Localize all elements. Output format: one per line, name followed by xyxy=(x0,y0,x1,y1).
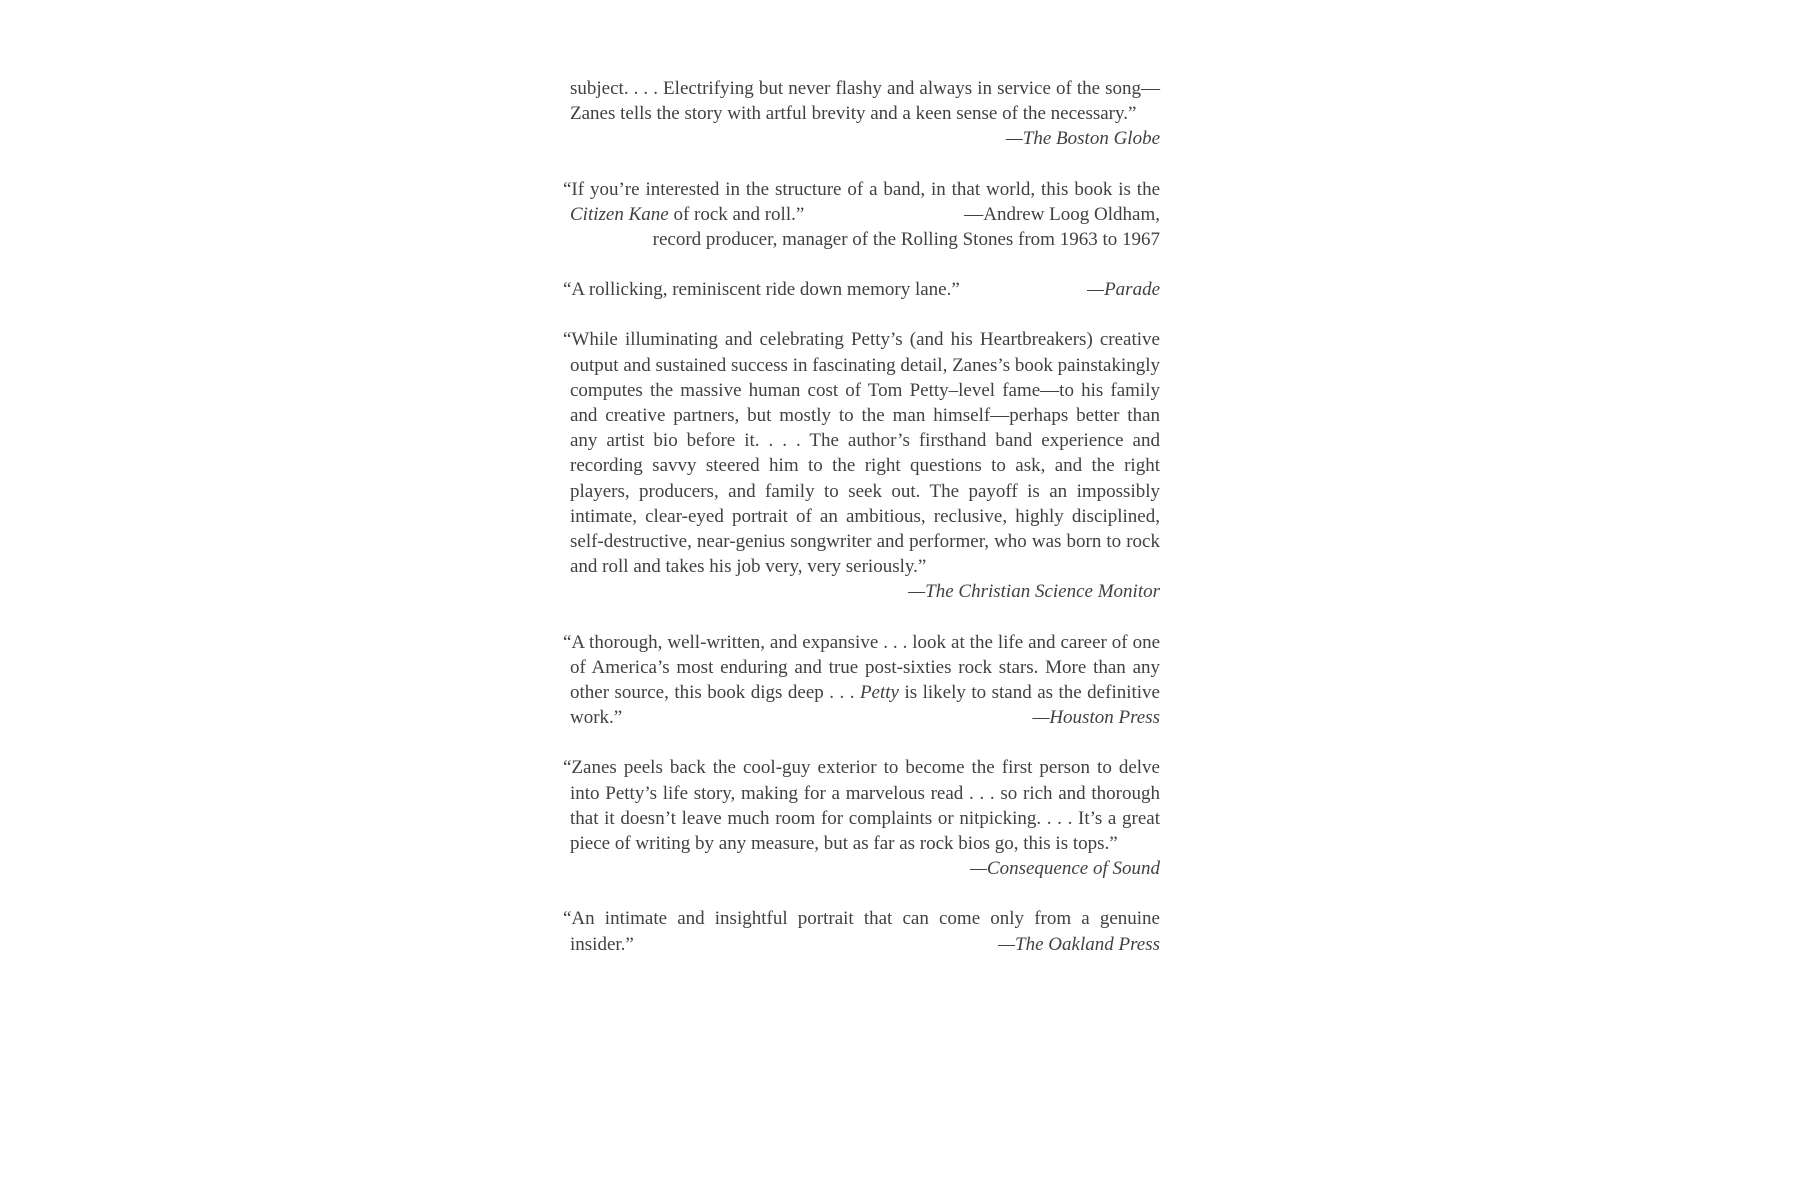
quote-paragraph xyxy=(563,755,1160,881)
quote-paragraph xyxy=(563,277,1160,302)
review-quote xyxy=(563,630,1160,731)
review-quote xyxy=(563,755,1160,881)
attribution-source: —The Boston Globe xyxy=(1005,128,1160,150)
attribution-detail: record producer, manager of the Rolling Stones from 1963 to 1967 xyxy=(652,229,1160,251)
quote-segment: “While illuminating and celebrating Petty’s (and his Heartbreakers) creative output and sustained success in fascinating detail, Zanes’s book painstakingly computes the massive human cost of Tom Petty–level fame—to his family and creative partners, but mostly to the man himself—perhaps better than any artist bio before it. . . . The author’s firsthand band experience and recording savvy steered him to the right questions to ask, and the right players, producers, and family to seek out. The payoff is an impossibly intimate, clear-eyed portrait of an ambitious, reclusive, highly disciplined, self-destructive, near-genius songwriter and performer, who was born to rock and roll and takes his job very, very seriously.” xyxy=(563,329,1160,578)
attribution-source: —Consequence of Sound xyxy=(970,858,1160,880)
attribution-source: —The Christian Science Monitor xyxy=(908,581,1160,603)
quote-segment: “A thorough, well-written, and expansive . . . look at the life and career of one of America’s most enduring and true post-sixties rock stars. More than any other source, this book digs deep . . . xyxy=(563,631,1160,704)
quote-segment: of rock and roll.” xyxy=(668,203,805,225)
quote-paragraph xyxy=(563,630,1160,731)
quote-segment: “Zanes peels back the cool-guy exterior to become the first person to delve into Petty’s life story, making for a marvelous read . . . so rich and thorough that it doesn’t leave much room for complaints or nitpicking. . . . It’s a great piece of writing by any measure, but as far as rock bios go, this is tops.” xyxy=(563,757,1160,855)
quote-segment: “If you’re interested in the structure of a band, in that world, this book is the xyxy=(563,178,1160,200)
quote-segment-italic: Petty xyxy=(859,682,899,704)
review-quote xyxy=(563,327,1160,604)
review-quote xyxy=(563,277,1160,302)
review-quote xyxy=(563,906,1160,956)
quote-paragraph xyxy=(570,76,1160,152)
quote-segment: subject. . . . Electrifying but never flashy and always in service of the song—Zanes tells the story with artful brevity and a keen sense of the necessary.” xyxy=(570,78,1160,125)
attribution-source: —Houston Press xyxy=(1032,707,1160,729)
attribution-source: —Andrew Loog Oldham, xyxy=(964,203,1160,225)
attribution-source: —The Oakland Press xyxy=(998,933,1160,955)
attribution-source: —Parade xyxy=(1087,279,1160,301)
quote-paragraph xyxy=(563,327,1160,579)
review-quote xyxy=(570,76,1160,152)
quote-paragraph xyxy=(563,906,1160,956)
quote-segment: “An intimate and insightful portrait that can come only from a genuine insider.” xyxy=(563,908,1160,955)
review-quote xyxy=(563,177,1160,253)
quote-segment: is likely to stand as the definitive work.” xyxy=(570,682,1160,729)
praise-quotes-block xyxy=(563,76,1160,957)
quote-segment-italic: Citizen Kane xyxy=(570,203,669,225)
quote-segment: “A rollicking, reminiscent ride down memory lane.” xyxy=(563,279,960,301)
quote-paragraph xyxy=(563,177,1160,227)
